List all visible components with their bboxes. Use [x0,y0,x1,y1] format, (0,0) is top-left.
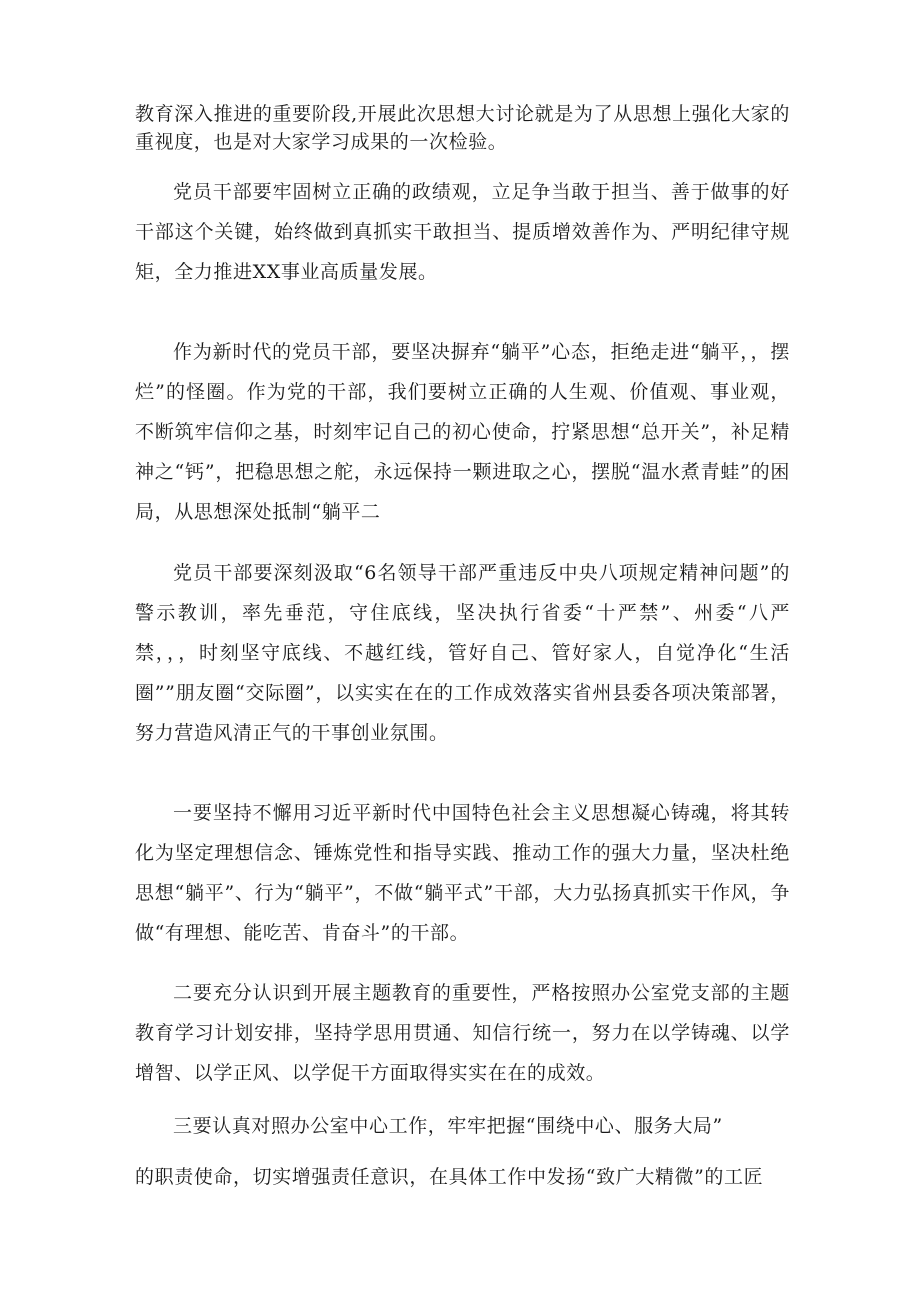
paragraph-8: 的职责使命，切实增强责任意识，在具体工作中发扬“致广大精微”的工匠 [135,1166,764,1188]
paragraph-5: 一要坚持不懈用习近平新时代中国特色社会主义思想凝心铸魂，将其转化为坚定理想信念、锤炼党性和指导实践、推动工作的强大力量，坚决杜绝思想“躺平”、行为“躺平”，不做“躺平式”干部，大力弘扬真抓实干作风，争做“有理想、能吃苦、肯奋斗”的干部。 [135,802,790,944]
paragraph-7: 三要认真对照办公室中心工作，牢牢把握“围绕中心、服务大局” [173,1115,723,1137]
paragraph-2: 党员干部要牢固树立正确的政绩观，立足争当敢于担当、善于做事的好干部这个关键，始终做到真抓实干敢担当、提质增效善作为、严明纪律守规矩，全力推进XX事业高质量发展。 [135,181,790,283]
paragraph-6: 二要充分认识到开展主题教育的重要性，严格按照办公室党支部的主题教育学习计划安排，坚持学思用贯通、知信行统一，努力在以学铸魂、以学增智、以学正风、以学促干方面取得实实在在的成效。 [135,982,790,1084]
paragraph-1: 教育深入推进的重要阶段,开展此次思想大讨论就是为了从思想上强化大家的重视度，也是对大家学习成果的一次检验。 [135,103,790,153]
paragraph-3: 作为新时代的党员干部，要坚决摒弃“躺平”心态，拒绝走进“躺平，，摆烂”的怪圈。作为党的干部，我们要树立正确的人生观、价值观、事业观，不断筑牢信仰之基，时刻牢记自己的初心使命，拧紧思想“总开关”，补足精神之“钙”，把稳思想之舵，永远保持一颗进取之心，摆脱“温水煮青蛙”的困局，从思想深处抵制“躺平二 [135,341,790,523]
paragraph-4: 党员干部要深刻汲取“6名领导干部严重违反中央八项规定精神问题”的警示教训，率先垂范，守住底线，坚决执行省委“十严禁”、州委“八严禁，，，时刻坚守底线、不越红线，管好自己、管好家人，自觉净化“生活圈””朋友圈“交际圈”，以实实在在的工作成效落实省州县委各项决策部署，努力营造风清正气的干事创业氛围。 [135,562,790,744]
